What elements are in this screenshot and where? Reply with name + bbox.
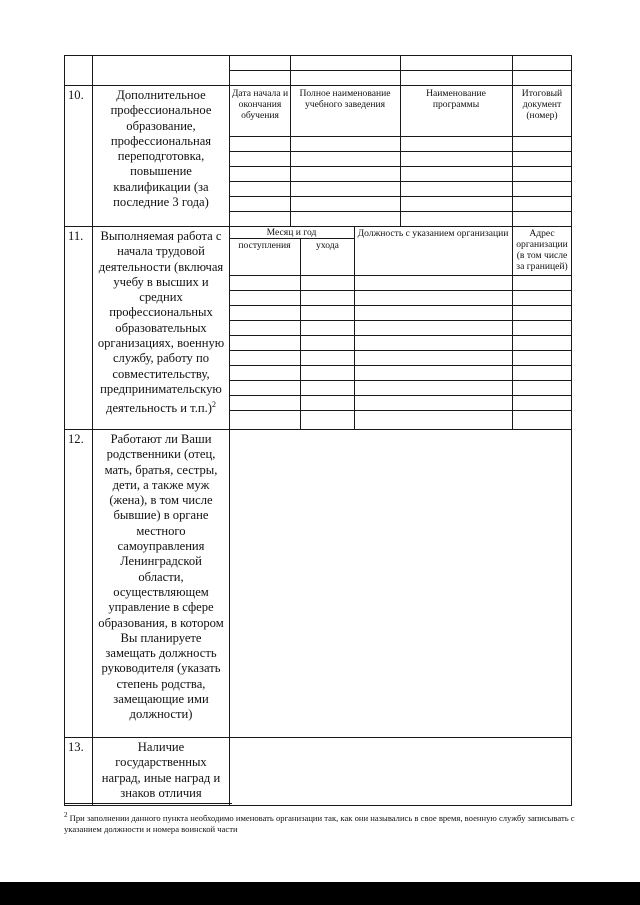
footnote-text: При заполнении данного пункта необходимо именовать организации так, как они назывались в свое время, военную службу записывать с указанием должности и номера воинской части xyxy=(64,812,575,835)
row-divider-10 xyxy=(64,85,572,86)
row-number-13: 13. xyxy=(68,740,84,754)
row-line-11-i xyxy=(229,395,572,396)
header-institution: Полное наименование учебного заведения xyxy=(299,88,391,110)
row-divider-12 xyxy=(64,429,572,430)
row-line-10-c xyxy=(229,166,572,167)
column-divider-11-3 xyxy=(512,226,513,429)
header-date: Дата начала и окончания обучения xyxy=(231,88,289,121)
scan-bottom-edge xyxy=(0,882,640,905)
row-line-11-b xyxy=(229,290,572,291)
row-line-11-d xyxy=(229,320,572,321)
row-label-13: Наличие государственных наград, иные наград и знаков отличия xyxy=(101,740,221,800)
month-year-underline xyxy=(229,238,354,239)
table-border-bottom xyxy=(64,805,572,806)
row-line-10-d xyxy=(229,181,572,182)
column-divider-10-2 xyxy=(400,85,401,226)
row-line-11-j xyxy=(229,410,572,411)
footnote-mark: 2 xyxy=(64,811,68,819)
row-label-11 xyxy=(96,229,226,417)
row-line-10-f xyxy=(229,211,572,212)
row-number-10: 10. xyxy=(68,88,84,102)
row-line-11-e xyxy=(229,335,572,336)
row-line-top-a xyxy=(229,70,572,71)
row-line-11-h xyxy=(229,380,572,381)
row-label-10: Дополнительное профессиональное образование, профессиональная переподготовка, повышение квалификации (за последние 3 года) xyxy=(110,88,212,210)
column-divider-label xyxy=(229,55,230,806)
row-line-11-c xyxy=(229,305,572,306)
table-border-top xyxy=(64,55,572,56)
row-line-10-b xyxy=(229,151,572,152)
column-divider-11-1 xyxy=(300,238,301,429)
row-line-11-f xyxy=(229,350,572,351)
header-document: Итоговый документ (номер) xyxy=(521,88,563,121)
footnote xyxy=(64,810,600,836)
table-border-left xyxy=(64,55,65,806)
footnote-ref-2: 2 xyxy=(211,400,216,410)
header-program: Наименование программы xyxy=(426,88,486,110)
row-label-12: Работают ли Ваши родственники (отец, мать, братья, сестры, дети, а также муж (жена), в том числе бывшие) в органе местного самоуправления Ленинградской области, осуществляющем управление в сфере образования, в котором Вы планируете замещать должность руководителя (указать степень родства, замещающие ими должности) xyxy=(98,432,224,722)
header-month-year: Месяц и год xyxy=(266,227,317,238)
header-exit: ухода xyxy=(316,240,339,251)
column-divider-10-3 xyxy=(512,85,513,226)
row-label-11-text: Выполняемая работа с начала трудовой деятельности (включая учебу в высших и средних профессиональных образовательных организациях, военную службу, работу по совместительству, предпринимательскую деятельность и т.п.) xyxy=(97,229,225,416)
footnote-separator xyxy=(64,803,232,804)
row-line-10-a xyxy=(229,136,572,137)
row-divider-13 xyxy=(64,737,572,738)
row-number-11: 11. xyxy=(68,229,84,243)
column-divider-11-2 xyxy=(354,226,355,429)
row-line-11-g xyxy=(229,365,572,366)
header-entry: поступления xyxy=(238,240,291,251)
column-divider-number xyxy=(92,55,93,806)
row-number-12: 12. xyxy=(68,432,84,446)
row-line-11-a xyxy=(229,275,572,276)
header-position: Должность с указанием организации xyxy=(357,228,509,239)
table-border-right xyxy=(571,55,572,806)
row-line-10-e xyxy=(229,196,572,197)
column-divider-10-1 xyxy=(290,85,291,226)
header-address: Адрес организации (в том числе за границей) xyxy=(516,228,568,272)
